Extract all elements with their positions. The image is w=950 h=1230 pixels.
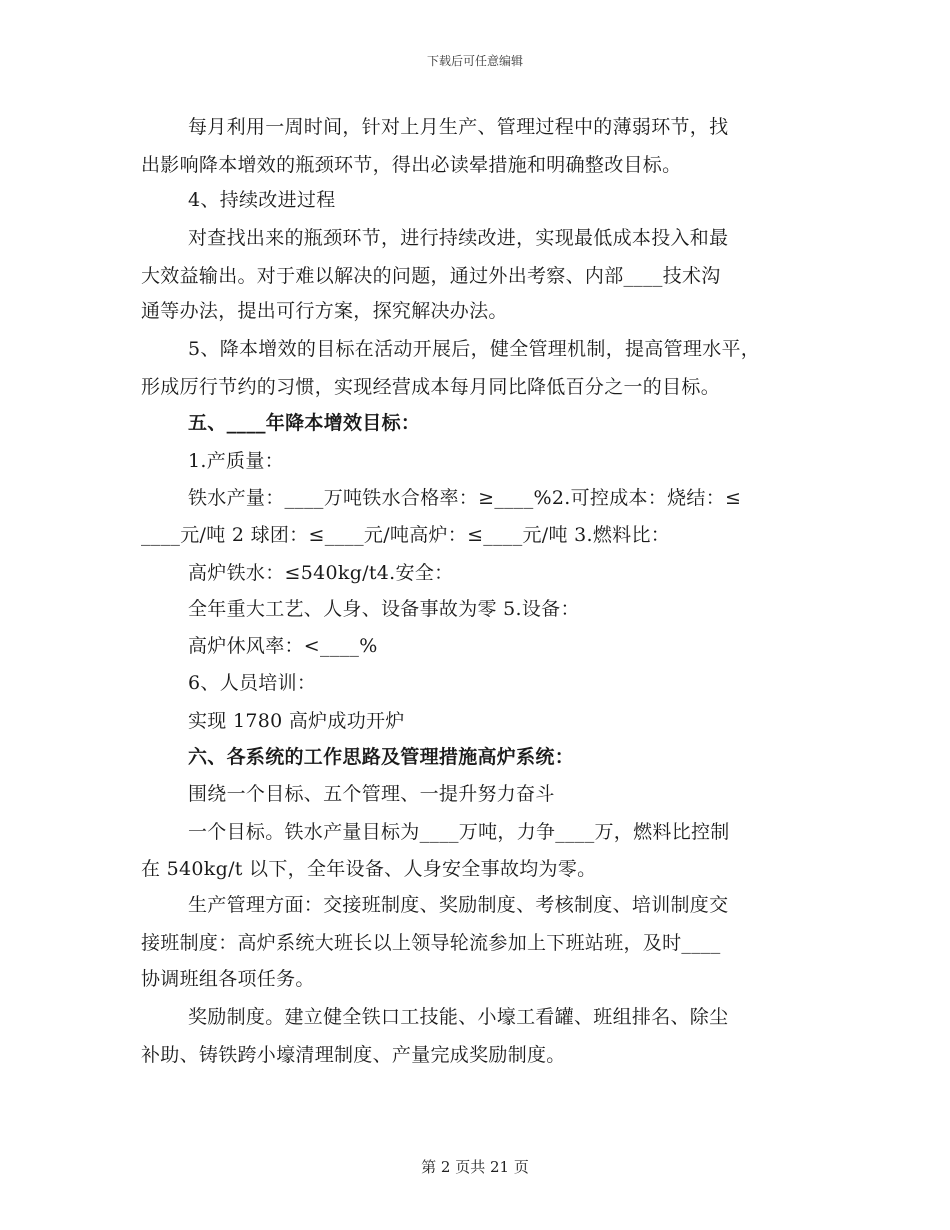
page-header: 下载后可任意编辑 [426,54,523,68]
text-line: 铁水产量：____万吨铁水合格率：≥____%2.可控成本：烧结：≤ [188,487,742,509]
text-line: 全年重大工艺、人身、设备事故为零 5.设备： [188,598,580,620]
text-line: 形成厉行节约的习惯，实现经营成本每月同比降低百分之一的目标。 [141,376,721,398]
text-line: 通等办法，提出可行方案，探究解决办法。 [141,300,508,322]
text-line: 补助、铸铁跨小壕清理制度、产量完成奖励制度。 [141,1044,566,1066]
text-line: 高炉铁水：≤540kg/t4.安全： [188,562,454,584]
text-line: 高炉休风率：<____% [188,635,378,657]
page-footer: 第 2 页共 21 页 [421,1158,529,1176]
text-line: 1.产质量： [188,450,284,472]
text-line: 协调班组各项任务。 [141,968,315,990]
text-line: 一个目标。铁水产量目标为____万吨，力争____万，燃料比控制 [188,821,730,843]
section-heading: 4、持续改进过程 [188,189,336,211]
text-line: 出影响降本增效的瓶颈环节，得出必读晕措施和明确整改目标。 [141,154,682,176]
text-line: 实现 1780 高炉成功开炉 [188,710,405,732]
section-heading: 六、各系统的工作思路及管理措施高炉系统： [188,746,575,768]
text-line: 5、降本增效的目标在活动开展后，健全管理机制，提高管理水平， [188,338,761,360]
text-line: 大效益输出。对于难以解决的问题，通过外出考察、内部____技术沟 [141,265,721,287]
text-line: ____元/吨 2 球团：≤____元/吨高炉：≤____元/吨 3.燃料比： [141,524,671,546]
text-line: 6、人员培训： [188,672,317,694]
text-line: 在 540kg/t 以下，全年设备、人身安全事故均为零。 [141,858,597,880]
text-line: 围绕一个目标、五个管理、一提升努力奋斗 [188,783,555,805]
section-heading: 五、____年降本增效目标： [188,412,421,434]
text-line: 生产管理方面：交接班制度、奖励制度、考核制度、培训制度交 [188,894,729,916]
text-line: 对查找出来的瓶颈环节，进行持续改进，实现最低成本投入和最 [188,227,729,249]
text-line: 奖励制度。建立健全铁口工技能、小壕工看罐、班组排名、除尘 [188,1006,729,1028]
text-line: 每月利用一周时间，针对上月生产、管理过程中的薄弱环节，找 [188,116,729,138]
text-line: 接班制度：高炉系统大班长以上领导轮流参加上下班站班，及时____ [141,932,721,954]
